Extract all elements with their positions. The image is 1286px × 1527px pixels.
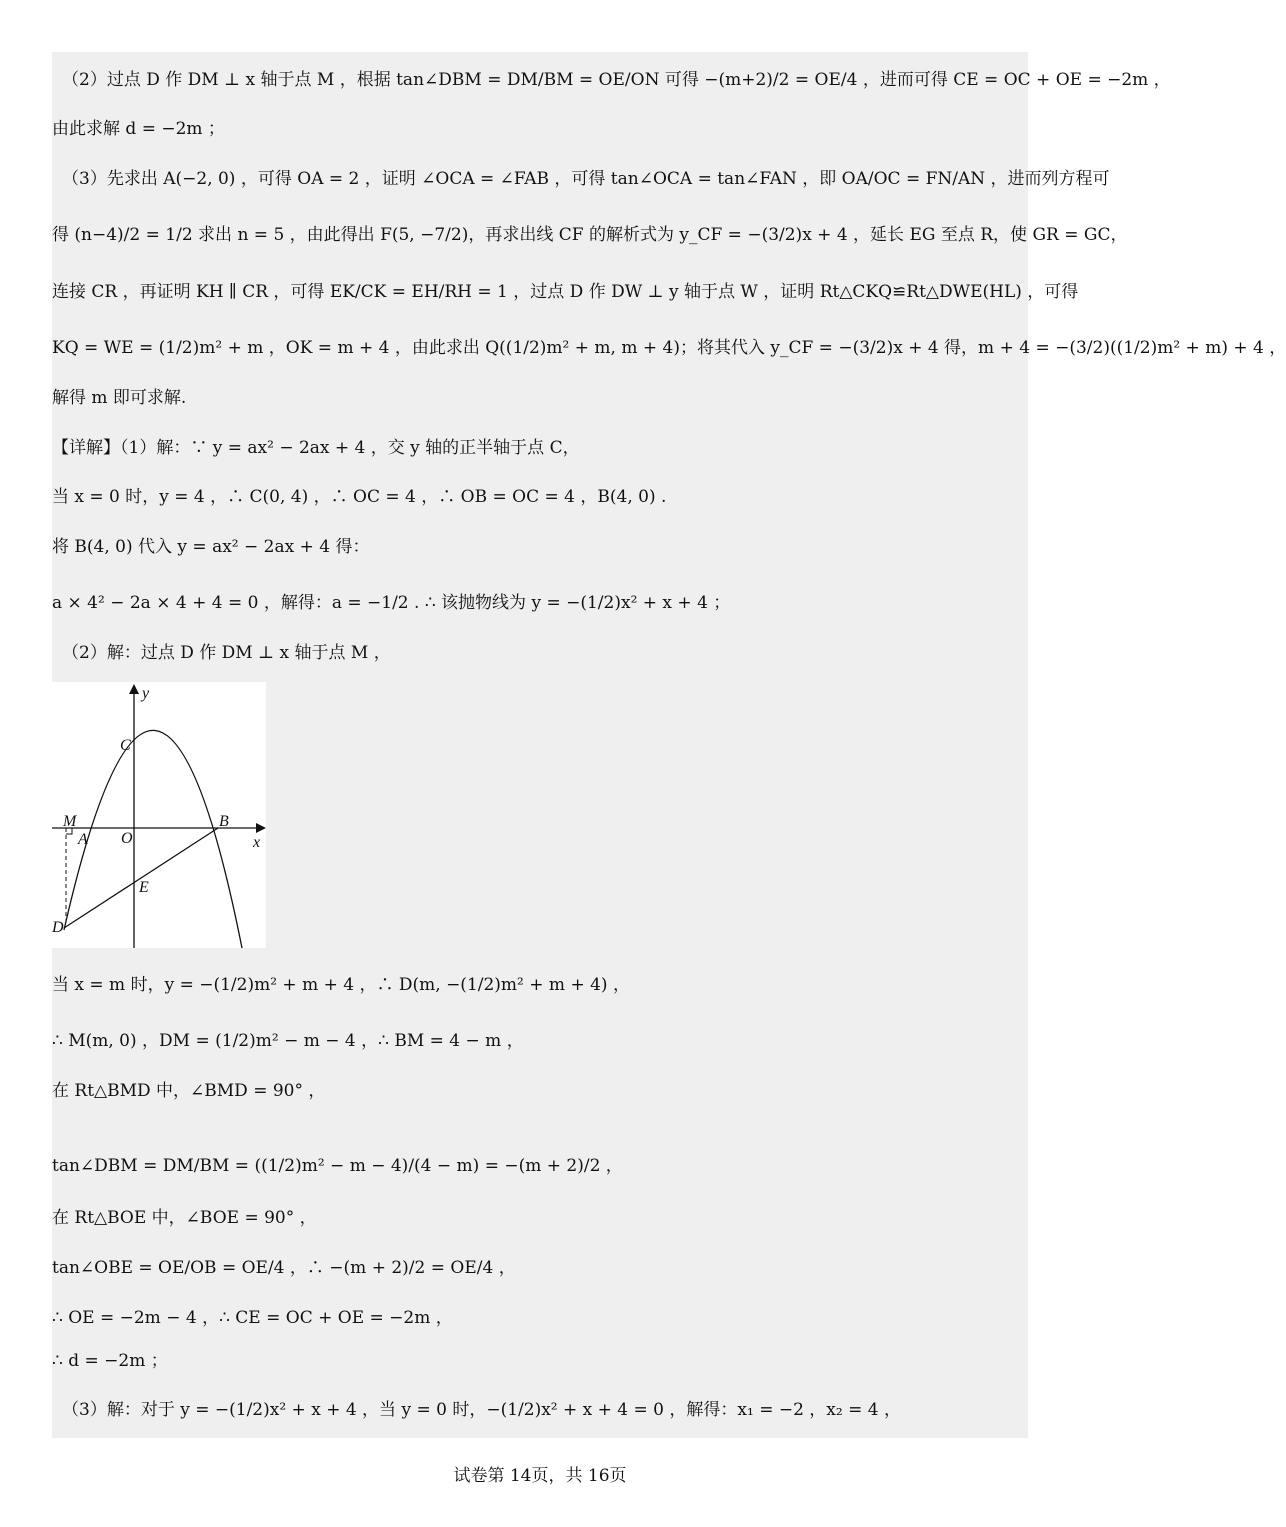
text-line-16: tan∠DBM = DM/BM = ((1/2)m² − m − 4)/(4 − m) = −(m + 2)/2 ， [52, 1156, 623, 1176]
text-line-11: a × 4² − 2a × 4 + 4 = 0 ，解得：a = −1/2 . ∴ 该抛物线为 y = −(1/2)x² + x + 4 ； [52, 593, 731, 613]
text-line-14: ∴ M(m, 0) ，DM = (1/2)m² − m − 4 ，∴ BM = 4 − m ， [52, 1031, 524, 1051]
text-line-3: （3）先求出 A(−2, 0) ，可得 OA = 2 ，证明 ∠OCA = ∠FAB ，可得 tan∠OCA = tan∠FAN ，即 OA/OC = FN/AN ，进而列方程可 [62, 169, 1110, 189]
text-line-21: （3）解：对于 y = −(1/2)x² + x + 4 ，当 y = 0 时，−(1/2)x² + x + 4 = 0 ，解得：x₁ = −2 ，x₂ = 4 ， [62, 1400, 901, 1420]
text-line-10: 将 B(4, 0) 代入 y = ax² − 2ax + 4 得： [52, 537, 370, 557]
text-line-12: （2）解：过点 D 作 DM ⊥ x 轴于点 M ， [62, 643, 391, 663]
label-a: A [78, 831, 88, 848]
label-o: O [121, 830, 133, 847]
label-d: D [52, 919, 64, 936]
text-line-9: 当 x = 0 时，y = 4 ，∴ C(0, 4) ，∴ OC = 4 ，∴ OB = OC = 4 ，B(4, 0) . [52, 487, 667, 507]
x-axis-arrow [256, 823, 266, 833]
text-line-6: KQ = WE = (1/2)m² + m ，OK = m + 4 ，由此求出 Q((1/2)m² + m, m + 4)；将其代入 y_CF = −(3/2)x + 4 得，m + 4 = −(3/2)((1/2)m² + m) + 4 ， [52, 338, 1286, 358]
text-line-15: 在 Rt△BMD 中，∠BMD = 90° ， [52, 1081, 326, 1101]
parabola-figure [52, 682, 266, 948]
parabola-curve [64, 730, 242, 948]
text-line-4: 得 (n−4)/2 = 1/2 求出 n = 5 ，由此得出 F(5, −7/2)，再求出线 CF 的解析式为 y_CF = −(3/2)x + 4 ，延长 EG 至点 R，使 GR = GC， [52, 225, 1128, 245]
text-line-1: （2）过点 D 作 DM ⊥ x 轴于点 M ，根据 tan∠DBM = DM/BM = OE/ON 可得 −(m+2)/2 = OE/4 ，进而可得 CE = OC + OE = −2m ， [62, 70, 1171, 90]
label-x: x [253, 834, 261, 851]
label-m: M [63, 813, 77, 830]
y-axis-arrow [129, 684, 139, 694]
text-line-13: 当 x = m 时，y = −(1/2)m² + m + 4 ，∴ D(m, −(1/2)m² + m + 4) ， [52, 975, 630, 995]
text-line-2: 由此求解 d = −2m ； [52, 119, 225, 139]
text-line-18: tan∠OBE = OE/OB = OE/4 ，∴ −(m + 2)/2 = OE/4 ， [52, 1258, 516, 1278]
text-line-7: 解得 m 即可求解. [52, 388, 187, 408]
page-footer: 试卷第 14页，共 16页 [453, 1466, 627, 1486]
text-line-8: 【详解】（1）解：∵ y = ax² − 2ax + 4 ，交 y 轴的正半轴于点 C， [52, 438, 580, 458]
text-line-17: 在 Rt△BOE 中，∠BOE = 90° ， [52, 1208, 317, 1228]
label-y: y [142, 685, 150, 702]
text-line-19: ∴ OE = −2m − 4 ，∴ CE = OC + OE = −2m ， [52, 1308, 453, 1328]
label-b: B [219, 813, 229, 830]
label-e: E [139, 879, 149, 896]
text-line-5: 连接 CR ，再证明 KH ∥ CR ，可得 EK/CK = EH/RH = 1 ，过点 D 作 DW ⊥ y 轴于点 W ，证明 Rt△CKQ≌Rt△DWE(HL) ，可得 [52, 282, 1079, 302]
text-line-20: ∴ d = −2m ； [52, 1351, 168, 1371]
parabola-diagram [52, 682, 266, 948]
label-c: C [120, 737, 131, 754]
